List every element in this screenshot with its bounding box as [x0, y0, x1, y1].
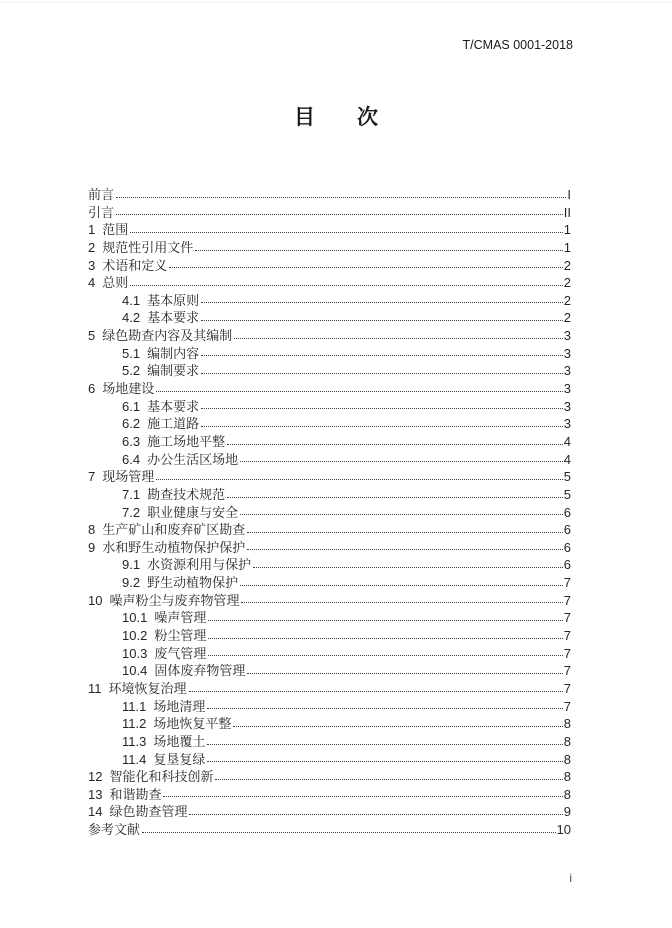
dot-leader: [130, 232, 563, 233]
toc-entry-number: 11.2: [122, 716, 147, 732]
dot-leader: [201, 320, 563, 321]
dot-leader: [234, 338, 563, 339]
toc-entry-title: 场地恢复平整: [153, 716, 232, 732]
toc-entry-page: II: [563, 204, 571, 220]
toc-entry[interactable]: [88, 380, 571, 398]
toc-entry-number: 7: [88, 469, 96, 485]
toc-entry[interactable]: [88, 627, 571, 645]
toc-entry[interactable]: [88, 574, 571, 592]
toc-entry-number: 7.2: [122, 504, 141, 520]
toc-entry-page: 4: [563, 451, 571, 467]
standard-code: T/CMAS 0001-2018: [462, 38, 573, 52]
toc-entry-title: 废气管理: [154, 645, 207, 661]
toc-entry-page: 7: [563, 575, 571, 591]
dot-leader: [189, 814, 562, 815]
toc-entry-number: 6.1: [122, 398, 141, 414]
toc-entry[interactable]: [88, 415, 571, 433]
toc-entry-number: 6: [88, 381, 96, 397]
toc-entry-title: 绿色勘查内容及其编制: [102, 328, 233, 344]
dot-leader: [201, 426, 563, 427]
toc-entry[interactable]: [88, 327, 571, 345]
toc-entry[interactable]: [88, 274, 571, 292]
toc-entry-page: 6: [563, 522, 571, 538]
toc-entry-title: 施工场地平整: [147, 433, 226, 449]
toc-entry-title: 场地建设: [102, 381, 155, 397]
dot-leader: [227, 444, 563, 445]
toc-entry-page: 1: [563, 222, 571, 238]
toc-entry-number: 5.2: [122, 363, 141, 379]
dot-leader: [233, 726, 562, 727]
dot-leader: [240, 514, 563, 515]
toc-entry[interactable]: [88, 292, 571, 310]
dot-leader: [253, 567, 563, 568]
toc-entry[interactable]: [88, 309, 571, 327]
toc-entry-title: 场地清理: [153, 698, 206, 714]
dot-leader: [201, 408, 563, 409]
toc-entry-page: 5: [563, 469, 571, 485]
toc-entry-title: 基本要求: [147, 398, 200, 414]
dot-leader: [240, 585, 563, 586]
toc-entry[interactable]: [88, 504, 571, 522]
dot-leader: [195, 250, 563, 251]
toc-entry-page: 3: [563, 345, 571, 361]
toc-entry-page: 2: [563, 292, 571, 308]
toc-entry-page: 3: [563, 416, 571, 432]
toc-entry-number: 5.1: [122, 345, 141, 361]
dot-leader: [130, 285, 563, 286]
toc-entry[interactable]: [88, 362, 571, 380]
toc-entry-page: 2: [563, 257, 571, 273]
toc-entry-title: 水和野生动植物保护保护: [102, 539, 246, 555]
toc-entry-title: 办公生活区场地: [147, 451, 239, 467]
dot-leader: [207, 761, 562, 762]
toc-entry-title: 基本原则: [147, 292, 200, 308]
dot-leader: [247, 549, 563, 550]
toc-entry-title: 复垦复绿: [153, 751, 206, 767]
toc-entry-title: 粉尘管理: [154, 628, 207, 644]
toc-entry-title: 术语和定义: [102, 257, 168, 273]
toc-entry-page: 2: [563, 275, 571, 291]
toc-entry[interactable]: [88, 803, 571, 821]
toc-entry[interactable]: [88, 786, 571, 804]
toc-entry-page: 7: [563, 610, 571, 626]
toc-entry-title: 智能化和科技创新: [109, 769, 214, 785]
toc-entry[interactable]: [88, 204, 571, 222]
dot-leader: [241, 602, 562, 603]
dot-leader: [169, 267, 563, 268]
toc-entry-number: 12: [88, 769, 103, 785]
toc-entry-title: 编制要求: [147, 363, 200, 379]
toc-entry-title: 前言: [88, 187, 115, 202]
document-footer: [569, 871, 572, 885]
toc-entry-page: 3: [563, 381, 571, 397]
toc-entry-title: 和谐勘查: [109, 786, 162, 802]
toc-entry-title: 现场管理: [102, 469, 155, 485]
toc-entry-number: 4.2: [122, 310, 141, 326]
toc-entry-page: 4: [563, 433, 571, 449]
toc-entry[interactable]: [88, 821, 571, 839]
toc-entry-page: 6: [563, 504, 571, 520]
dot-leader: [201, 302, 563, 303]
dot-leader: [247, 673, 562, 674]
toc-entry-page: 5: [563, 486, 571, 502]
toc-entry[interactable]: [88, 609, 571, 627]
toc-entry-page: 1: [563, 239, 571, 255]
toc-entry-number: 9: [88, 539, 96, 555]
toc-entry[interactable]: [88, 433, 571, 451]
toc-entry[interactable]: [88, 715, 571, 733]
toc-entry-page: 10: [556, 822, 571, 838]
toc-entry[interactable]: [88, 468, 571, 486]
toc-entry-number: 13: [88, 786, 103, 802]
toc-entry-title: 绿色勘查管理: [109, 804, 188, 820]
toc-entry-number: 8: [88, 522, 96, 538]
toc-entry[interactable]: [88, 521, 571, 539]
toc-entry[interactable]: [88, 451, 571, 469]
toc-entry[interactable]: [88, 239, 571, 257]
toc-entry-number: 6.4: [122, 451, 141, 467]
toc-entry-number: 9.2: [122, 575, 141, 591]
toc-entry-number: 9.1: [122, 557, 141, 573]
toc-entry[interactable]: [88, 186, 571, 204]
dot-leader: [208, 620, 562, 621]
toc-entry-page: 8: [563, 733, 571, 749]
toc-entry-number: 10: [88, 592, 103, 608]
toc-entry-title: 勘查技术规范: [147, 486, 226, 502]
toc-entry[interactable]: [88, 539, 571, 557]
toc-entry-title: 范围: [102, 222, 129, 238]
page-top-edge: [0, 2, 672, 3]
toc-entry-number: 11.4: [122, 751, 147, 767]
toc-entry-title: 水资源利用与保护: [147, 557, 252, 573]
toc-entry-number: 11.3: [122, 733, 147, 749]
dot-leader: [156, 479, 563, 480]
dot-leader: [247, 532, 563, 533]
toc-entry-page: 8: [563, 786, 571, 802]
toc-entry-title: 生产矿山和废弃矿区勘查: [102, 522, 246, 538]
toc-entry-page: 7: [563, 592, 571, 608]
toc-entry-title: 引言: [88, 204, 115, 220]
toc-entry-number: 4.1: [122, 292, 141, 308]
toc-entry-title: 场地覆土: [153, 733, 206, 749]
dot-leader: [207, 744, 562, 745]
toc-entry-page: 7: [563, 680, 571, 696]
dot-leader: [163, 796, 562, 797]
toc-entry-page: 7: [563, 645, 571, 661]
toc-entry[interactable]: [88, 751, 571, 769]
toc-entry-number: 11.1: [122, 698, 147, 714]
toc-entry-title: 总则: [102, 275, 129, 291]
toc-entry[interactable]: [88, 398, 571, 416]
toc-entry-number: 7.1: [122, 486, 141, 502]
toc-entry-page: 9: [563, 804, 571, 820]
toc-entry-page: 3: [563, 398, 571, 414]
document-header: [463, 38, 573, 52]
toc-entry[interactable]: [88, 592, 571, 610]
dot-leader: [208, 655, 562, 656]
footer-page-number: i: [569, 871, 572, 885]
toc-entry-page: 7: [563, 628, 571, 644]
toc-entry-number: 4: [88, 275, 96, 291]
toc-entry-number: 11: [88, 680, 102, 696]
toc-entry-number: 10.4: [122, 663, 148, 679]
toc-entry-title: 规范性引用文件: [102, 239, 194, 255]
toc-entry-number: 6.2: [122, 416, 141, 432]
toc-entry-number: 2: [88, 239, 96, 255]
dot-leader: [156, 391, 563, 392]
toc-entry[interactable]: [88, 486, 571, 504]
toc-entry-title: 职业健康与安全: [147, 504, 239, 520]
toc-entry[interactable]: [88, 768, 571, 786]
toc-entry-page: 8: [563, 751, 571, 767]
dot-leader: [116, 214, 563, 215]
toc-entry-number: 14: [88, 804, 103, 820]
toc-entry[interactable]: [88, 662, 571, 680]
toc-entry-title: 环境恢复治理: [108, 680, 187, 696]
toc-entry-title: 参考文献: [88, 822, 141, 838]
toc-entry[interactable]: [88, 221, 571, 239]
toc-entry-page: 7: [563, 663, 571, 679]
dot-leader: [189, 691, 563, 692]
toc-list: [88, 186, 571, 839]
toc-entry-title: 野生动植物保护: [147, 575, 239, 591]
page-title: 目 次: [294, 106, 378, 129]
toc-entry[interactable]: [88, 345, 571, 363]
toc-entry-title: 固体废弃物管理: [154, 663, 246, 679]
toc-entry[interactable]: [88, 257, 571, 275]
toc-entry-page: 6: [563, 557, 571, 573]
toc-entry-number: 10.3: [122, 645, 148, 661]
toc-entry-page: 8: [563, 716, 571, 732]
dot-leader: [227, 497, 563, 498]
dot-leader: [201, 373, 563, 374]
dot-leader: [240, 461, 563, 462]
toc-entry-title: 噪声粉尘与废弃物管理: [109, 592, 240, 608]
toc-entry-title: 基本要求: [147, 310, 200, 326]
toc-entry-title: 编制内容: [147, 345, 200, 361]
toc-entry-page: 6: [563, 539, 571, 555]
toc-entry-number: 5: [88, 328, 96, 344]
toc-entry[interactable]: [88, 733, 571, 751]
toc-entry-page: I: [567, 187, 571, 202]
toc-entry[interactable]: [88, 698, 571, 716]
toc-entry-number: 3: [88, 257, 96, 273]
dot-leader: [208, 638, 562, 639]
toc-entry[interactable]: [88, 645, 571, 663]
toc-entry-page: 8: [563, 769, 571, 785]
dot-leader: [142, 832, 556, 833]
toc-entry-page: 7: [563, 698, 571, 714]
toc-entry-title: 噪声管理: [154, 610, 207, 626]
toc-entry[interactable]: [88, 556, 571, 574]
toc-entry-page: 3: [563, 363, 571, 379]
dot-leader: [215, 779, 562, 780]
toc-entry[interactable]: [88, 680, 571, 698]
dot-leader: [116, 197, 566, 198]
toc-entry-number: 10.2: [122, 628, 148, 644]
toc-entry-page: 3: [563, 328, 571, 344]
toc-entry-number: 6.3: [122, 433, 141, 449]
dot-leader: [201, 355, 563, 356]
toc-entry-page: 2: [563, 310, 571, 326]
toc-entry-title: 施工道路: [147, 416, 200, 432]
toc-entry-number: 1: [88, 222, 96, 238]
dot-leader: [207, 708, 562, 709]
toc-entry-number: 10.1: [122, 610, 148, 626]
